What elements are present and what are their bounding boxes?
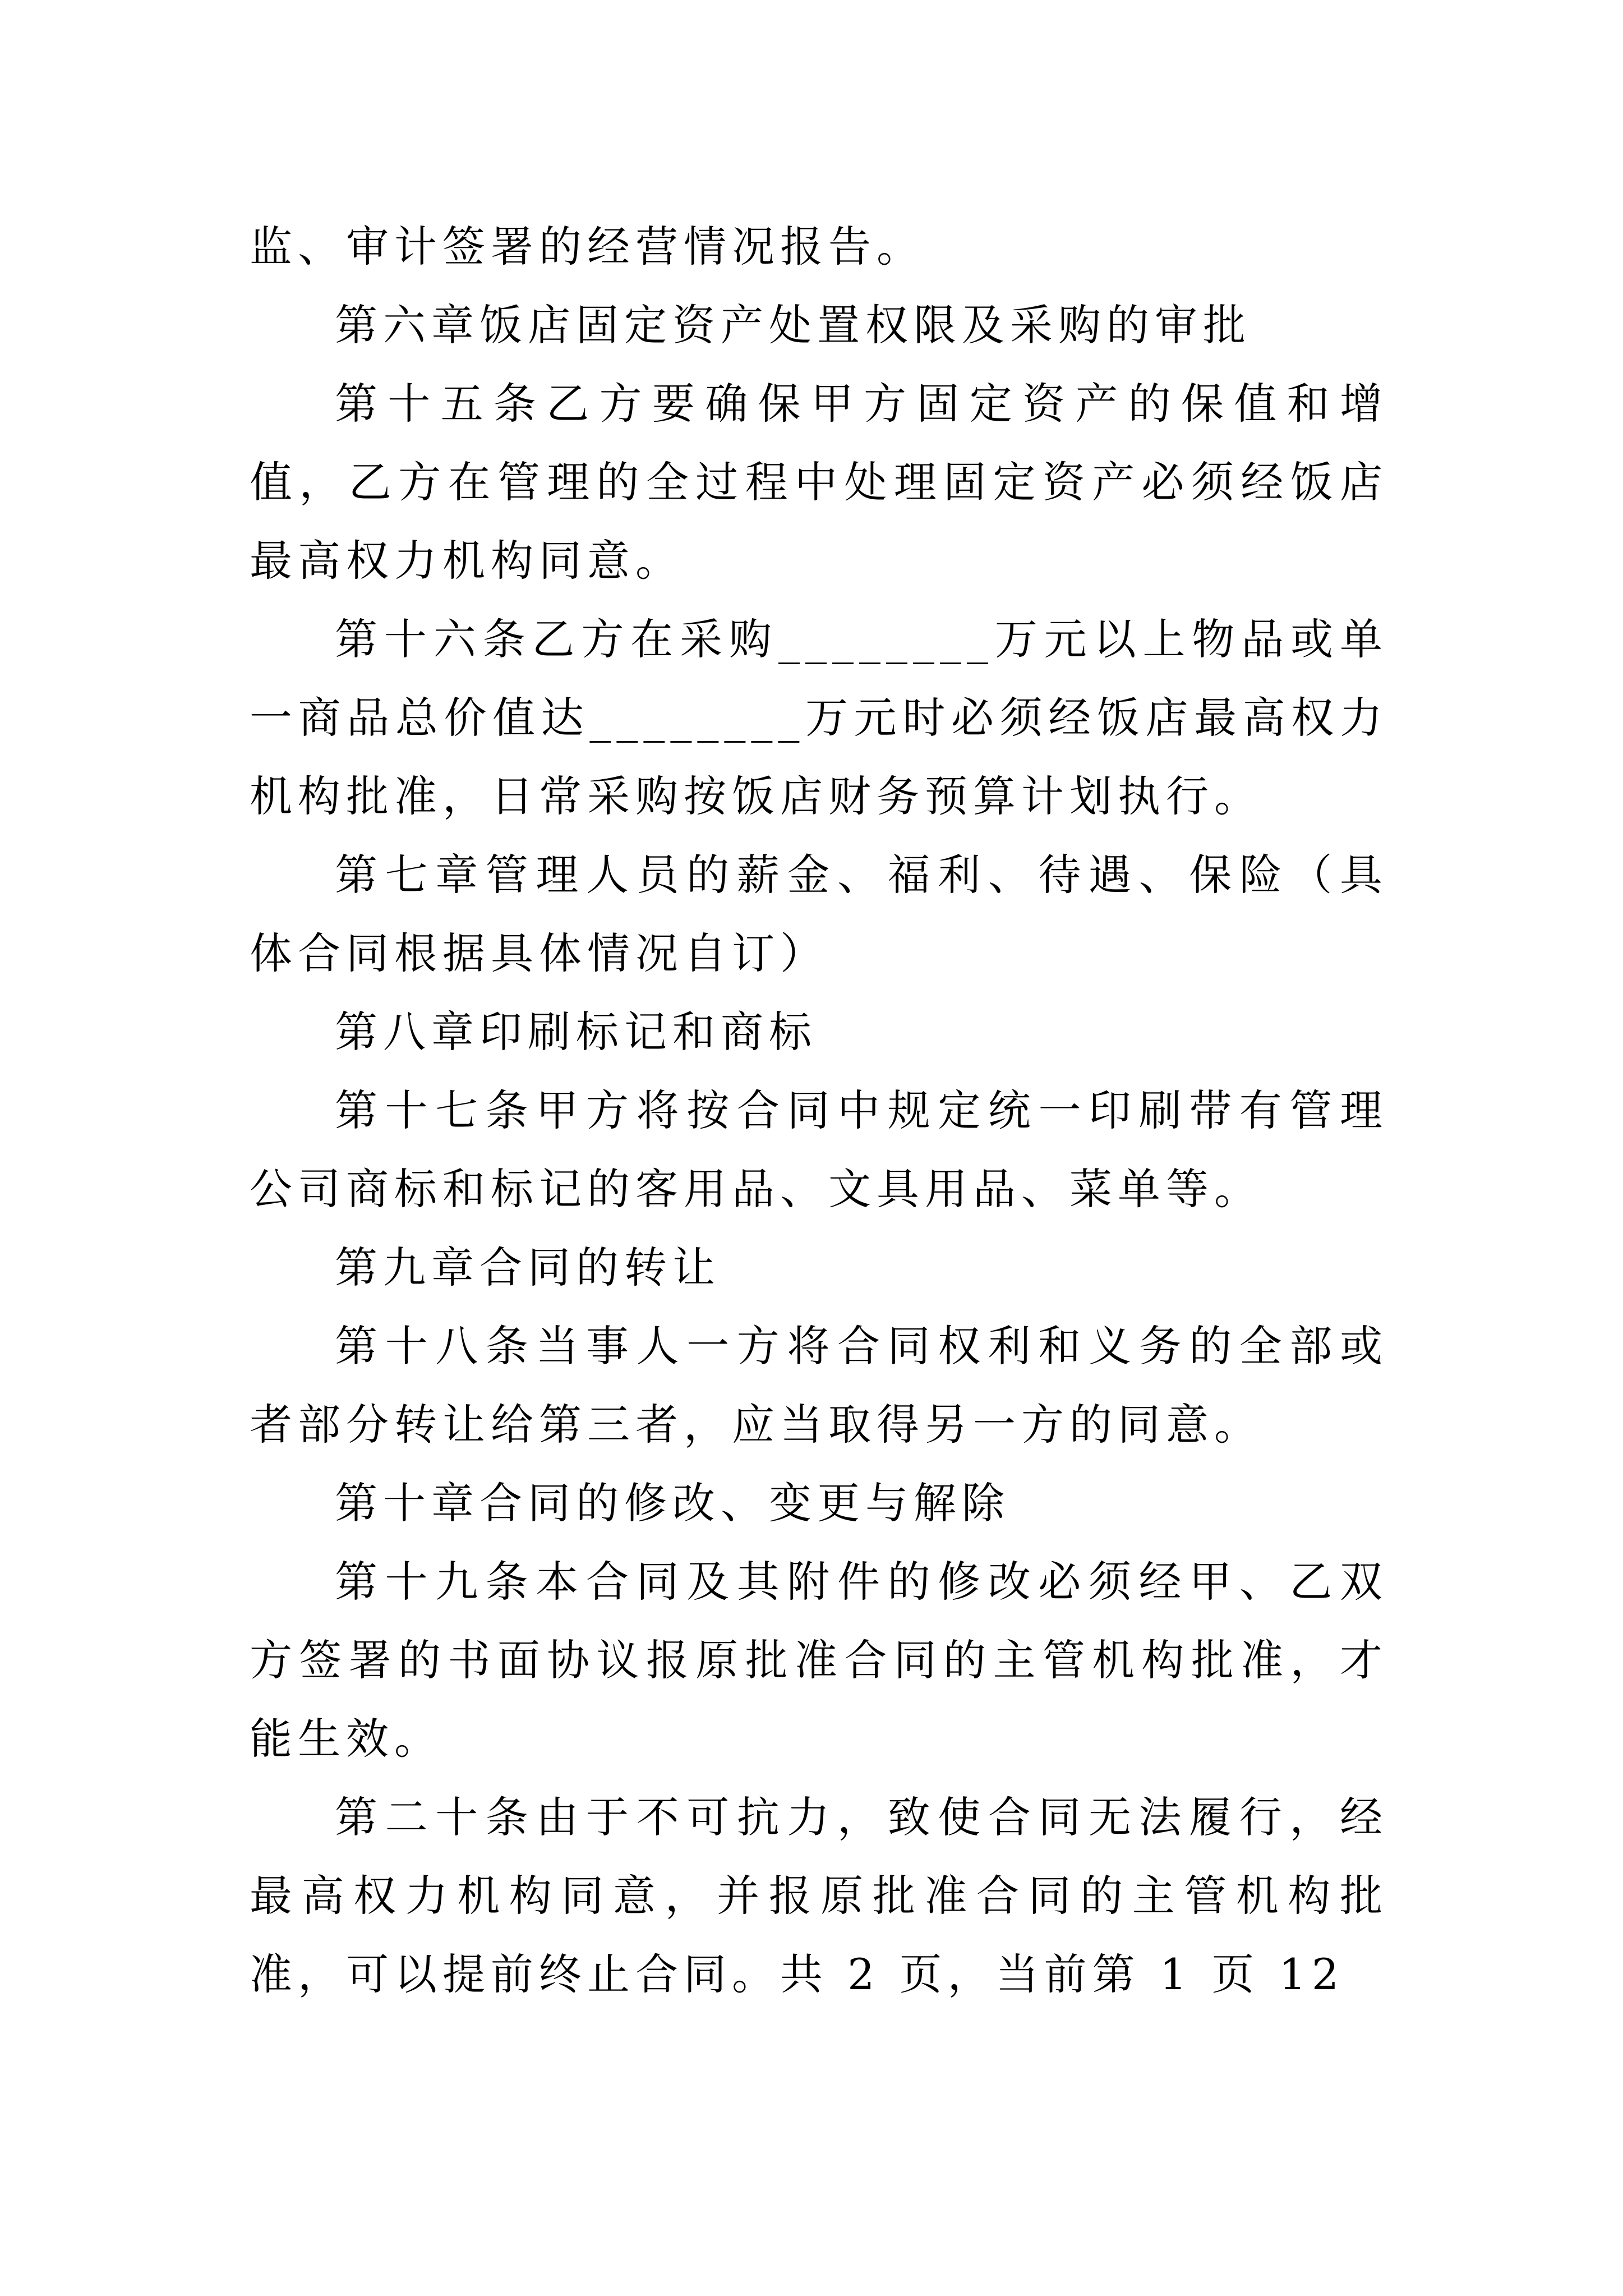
article-19: 第十九条本合同及其附件的修改必须经甲、乙双方签署的书面协议报原批准合同的主管机构批准，才能生效。 [250, 1557, 1388, 1764]
article-18: 第十八条当事人一方将合同权利和义务的全部或者部分转让给第三者，应当取得另一方的同意。 [250, 1321, 1388, 1450]
document-body [250, 208, 1388, 2014]
chapter-6-heading: 第六章饭店固定资产处置权限及采购的审批 [335, 300, 1251, 350]
chapter-9-heading: 第九章合同的转让 [335, 1243, 721, 1292]
article-15: 第十五条乙方要确保甲方固定资产的保值和增值，乙方在管理的全过程中处理固定资产必须经饭店最高权力机构同意。 [250, 379, 1388, 586]
chapter-10-heading: 第十章合同的修改、变更与解除 [335, 1478, 1010, 1528]
chapter-8-heading: 第八章印刷标记和商标 [335, 1007, 817, 1057]
article-17: 第十七条甲方将按合同中规定统一印刷带有管理公司商标和标记的客用品、文具用品、菜单等。 [250, 1085, 1388, 1214]
chapter-7-heading: 第七章管理人员的薪金、福利、待遇、保险（具体合同根据具体情况自订） [250, 850, 1388, 978]
article-20: 第二十条由于不可抗力，致使合同无法履行，经最高权力机构同意，并报原批准合同的主管机构批准，可以提前终止合同。共 2 页，当前第 1 页 12 [250, 1792, 1388, 1999]
paragraph-report-continuation: 监、审计签署的经营情况报告。 [250, 222, 925, 272]
article-16: 第十六条乙方在采购________万元以上物品或单一商品总价值达________万元时必须经饭店最高权力机构批准，日常采购按饭店财务预算计划执行。 [250, 614, 1388, 821]
